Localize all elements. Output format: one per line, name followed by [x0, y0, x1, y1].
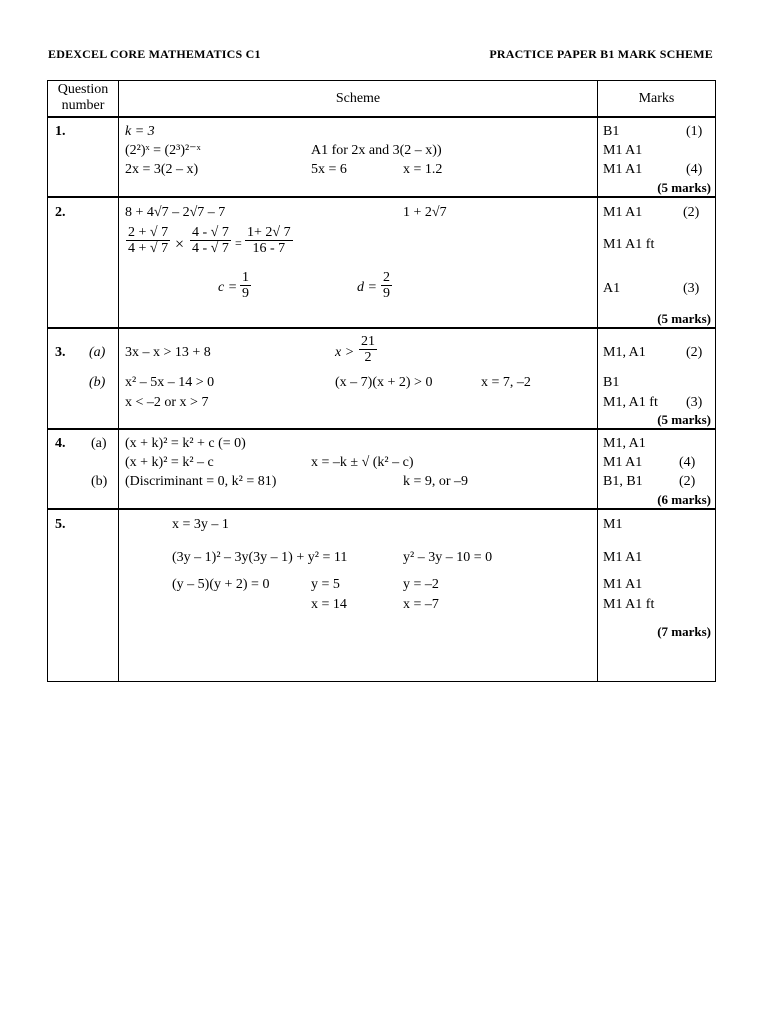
fraction-numerator: 21 — [361, 334, 375, 349]
question-number: 2. — [55, 205, 66, 220]
table-border-right — [715, 80, 716, 682]
scheme-line: 3x – x > 13 + 8 — [125, 345, 211, 360]
mark: M1, A1 — [603, 436, 646, 451]
mark: M1, A1 ft — [603, 395, 658, 410]
question-total: (5 marks) — [657, 412, 711, 427]
mark-subtotal: (3) — [686, 395, 703, 410]
mark-subtotal: (2) — [683, 205, 700, 220]
part-label: (b) — [89, 375, 106, 390]
fraction-denominator: 2 — [364, 350, 372, 365]
part-label: (a) — [89, 345, 106, 360]
document-header-left: EDEXCEL CORE MATHEMATICS C1 — [48, 47, 261, 61]
mark: B1, B1 — [603, 474, 643, 489]
scheme-line: y² – 3y – 10 = 0 — [403, 550, 493, 565]
fraction-denominator: 16 - 7 — [252, 241, 286, 256]
mark-subtotal: (1) — [686, 124, 703, 139]
mark: B1 — [603, 375, 620, 390]
scheme-line: x = –7 — [403, 597, 439, 612]
mark-subtotal: (2) — [686, 345, 703, 360]
question-number: 5. — [55, 517, 66, 532]
scheme-line: x = 1.2 — [403, 162, 443, 177]
fraction — [245, 225, 293, 256]
mark: M1 A1 — [603, 550, 643, 565]
question-total: (6 marks) — [657, 492, 711, 507]
col-header-marks: Marks — [638, 91, 675, 106]
scheme-line: (x – 7)(x + 2) > 0 — [335, 375, 433, 390]
col-header-question-line2: number — [61, 98, 105, 113]
times-sign: × — [175, 236, 185, 253]
mark-subtotal: (3) — [683, 281, 700, 296]
part-label: (a) — [91, 436, 107, 451]
question-number: 3. — [55, 345, 66, 360]
fraction-numerator: 4 - √ 7 — [192, 225, 229, 240]
scheme-line: d = — [357, 280, 377, 295]
scheme-line: 5x = 6 — [311, 162, 347, 177]
question-number: 1. — [55, 124, 66, 139]
col-header-question-line1: Question — [57, 82, 109, 97]
scheme-line: x = 3y – 1 — [172, 517, 229, 532]
question-total: (5 marks) — [657, 311, 711, 326]
fraction-denominator: 4 - √ 7 — [192, 241, 229, 256]
fraction — [240, 270, 251, 301]
question-total: (5 marks) — [657, 180, 711, 195]
mark-subtotal: (2) — [679, 474, 696, 489]
scheme-line: (x + k)² = k² + c (= 0) — [125, 436, 246, 451]
scheme-line: k = 9, or –9 — [403, 474, 469, 489]
mark: M1 A1 — [603, 577, 643, 592]
mark: M1 A1 ft — [603, 597, 655, 612]
fraction-numerator: 2 + √ 7 — [128, 225, 169, 240]
equals-sign: = — [235, 236, 242, 250]
col-divider-2 — [597, 80, 598, 682]
mark: M1 A1 ft — [603, 237, 655, 252]
table-border-top — [47, 80, 716, 81]
scheme-line: c = — [218, 280, 238, 295]
fraction-denominator: 4 + √ 7 — [128, 241, 169, 256]
mark-subtotal: (4) — [686, 162, 703, 177]
mark: M1 A1 — [603, 143, 643, 158]
row-rule-2 — [47, 327, 716, 329]
scheme-line: 2x = 3(2 – x) — [125, 162, 199, 177]
scheme-line: y = –2 — [403, 577, 439, 592]
table-border-left — [47, 80, 48, 682]
mark: M1 A1 — [603, 205, 643, 220]
col-divider-1 — [118, 80, 119, 682]
scheme-line: x < –2 or x > 7 — [125, 395, 209, 410]
mark-subtotal: (4) — [679, 455, 696, 470]
col-header-scheme: Scheme — [335, 91, 381, 106]
mark: M1, A1 — [603, 345, 646, 360]
fraction — [126, 225, 170, 256]
col-header-question — [48, 82, 118, 114]
fraction — [381, 270, 392, 301]
question-total: (7 marks) — [657, 624, 711, 639]
row-rule-4 — [47, 508, 716, 510]
header-bottom-rule — [47, 116, 716, 118]
document-header-right: PRACTICE PAPER B1 MARK SCHEME — [489, 47, 713, 61]
scheme-line: 1 + 2√7 — [403, 205, 447, 220]
table-border-bottom — [47, 681, 716, 682]
scheme-line: (3y – 1)² – 3y(3y – 1) + y² = 11 — [172, 550, 348, 565]
scheme-line: (Discriminant = 0, k² = 81) — [125, 474, 277, 489]
scheme-line: k = 3 — [125, 124, 155, 139]
scheme-line: x² – 5x – 14 > 0 — [125, 375, 215, 390]
mark: M1 — [603, 517, 623, 532]
scheme-line: y = 5 — [311, 577, 340, 592]
fraction-denominator: 9 — [383, 286, 390, 301]
scheme-line: 8 + 4√7 – 2√7 – 7 — [125, 205, 226, 220]
mark: B1 — [603, 124, 620, 139]
fraction-numerator: 1 — [242, 270, 249, 285]
fraction-denominator: 9 — [242, 286, 249, 301]
fraction — [359, 334, 377, 365]
scheme-line: x = –k ± √ (k² – c) — [311, 455, 414, 470]
scheme-line: x > — [335, 345, 355, 360]
mark: M1 A1 — [603, 162, 643, 177]
question-number: 4. — [55, 436, 66, 451]
scheme-line: (x + k)² = k² – c — [125, 455, 214, 470]
fraction-numerator: 2 — [383, 270, 390, 285]
mark: A1 — [603, 281, 621, 296]
scheme-line: x = 14 — [311, 597, 347, 612]
row-rule-1 — [47, 196, 716, 198]
scheme-line: x = 7, –2 — [481, 375, 531, 390]
scheme-line: (2²)ˣ = (2³)²⁻ˣ — [125, 143, 201, 158]
mark: M1 A1 — [603, 455, 643, 470]
part-label: (b) — [91, 474, 108, 489]
scheme-note: A1 for 2x and 3(2 – x)) — [311, 143, 442, 158]
scheme-line: (y – 5)(y + 2) = 0 — [172, 577, 270, 592]
fraction-numerator: 1+ 2√ 7 — [247, 225, 291, 240]
fraction — [190, 225, 231, 256]
row-rule-3 — [47, 428, 716, 430]
